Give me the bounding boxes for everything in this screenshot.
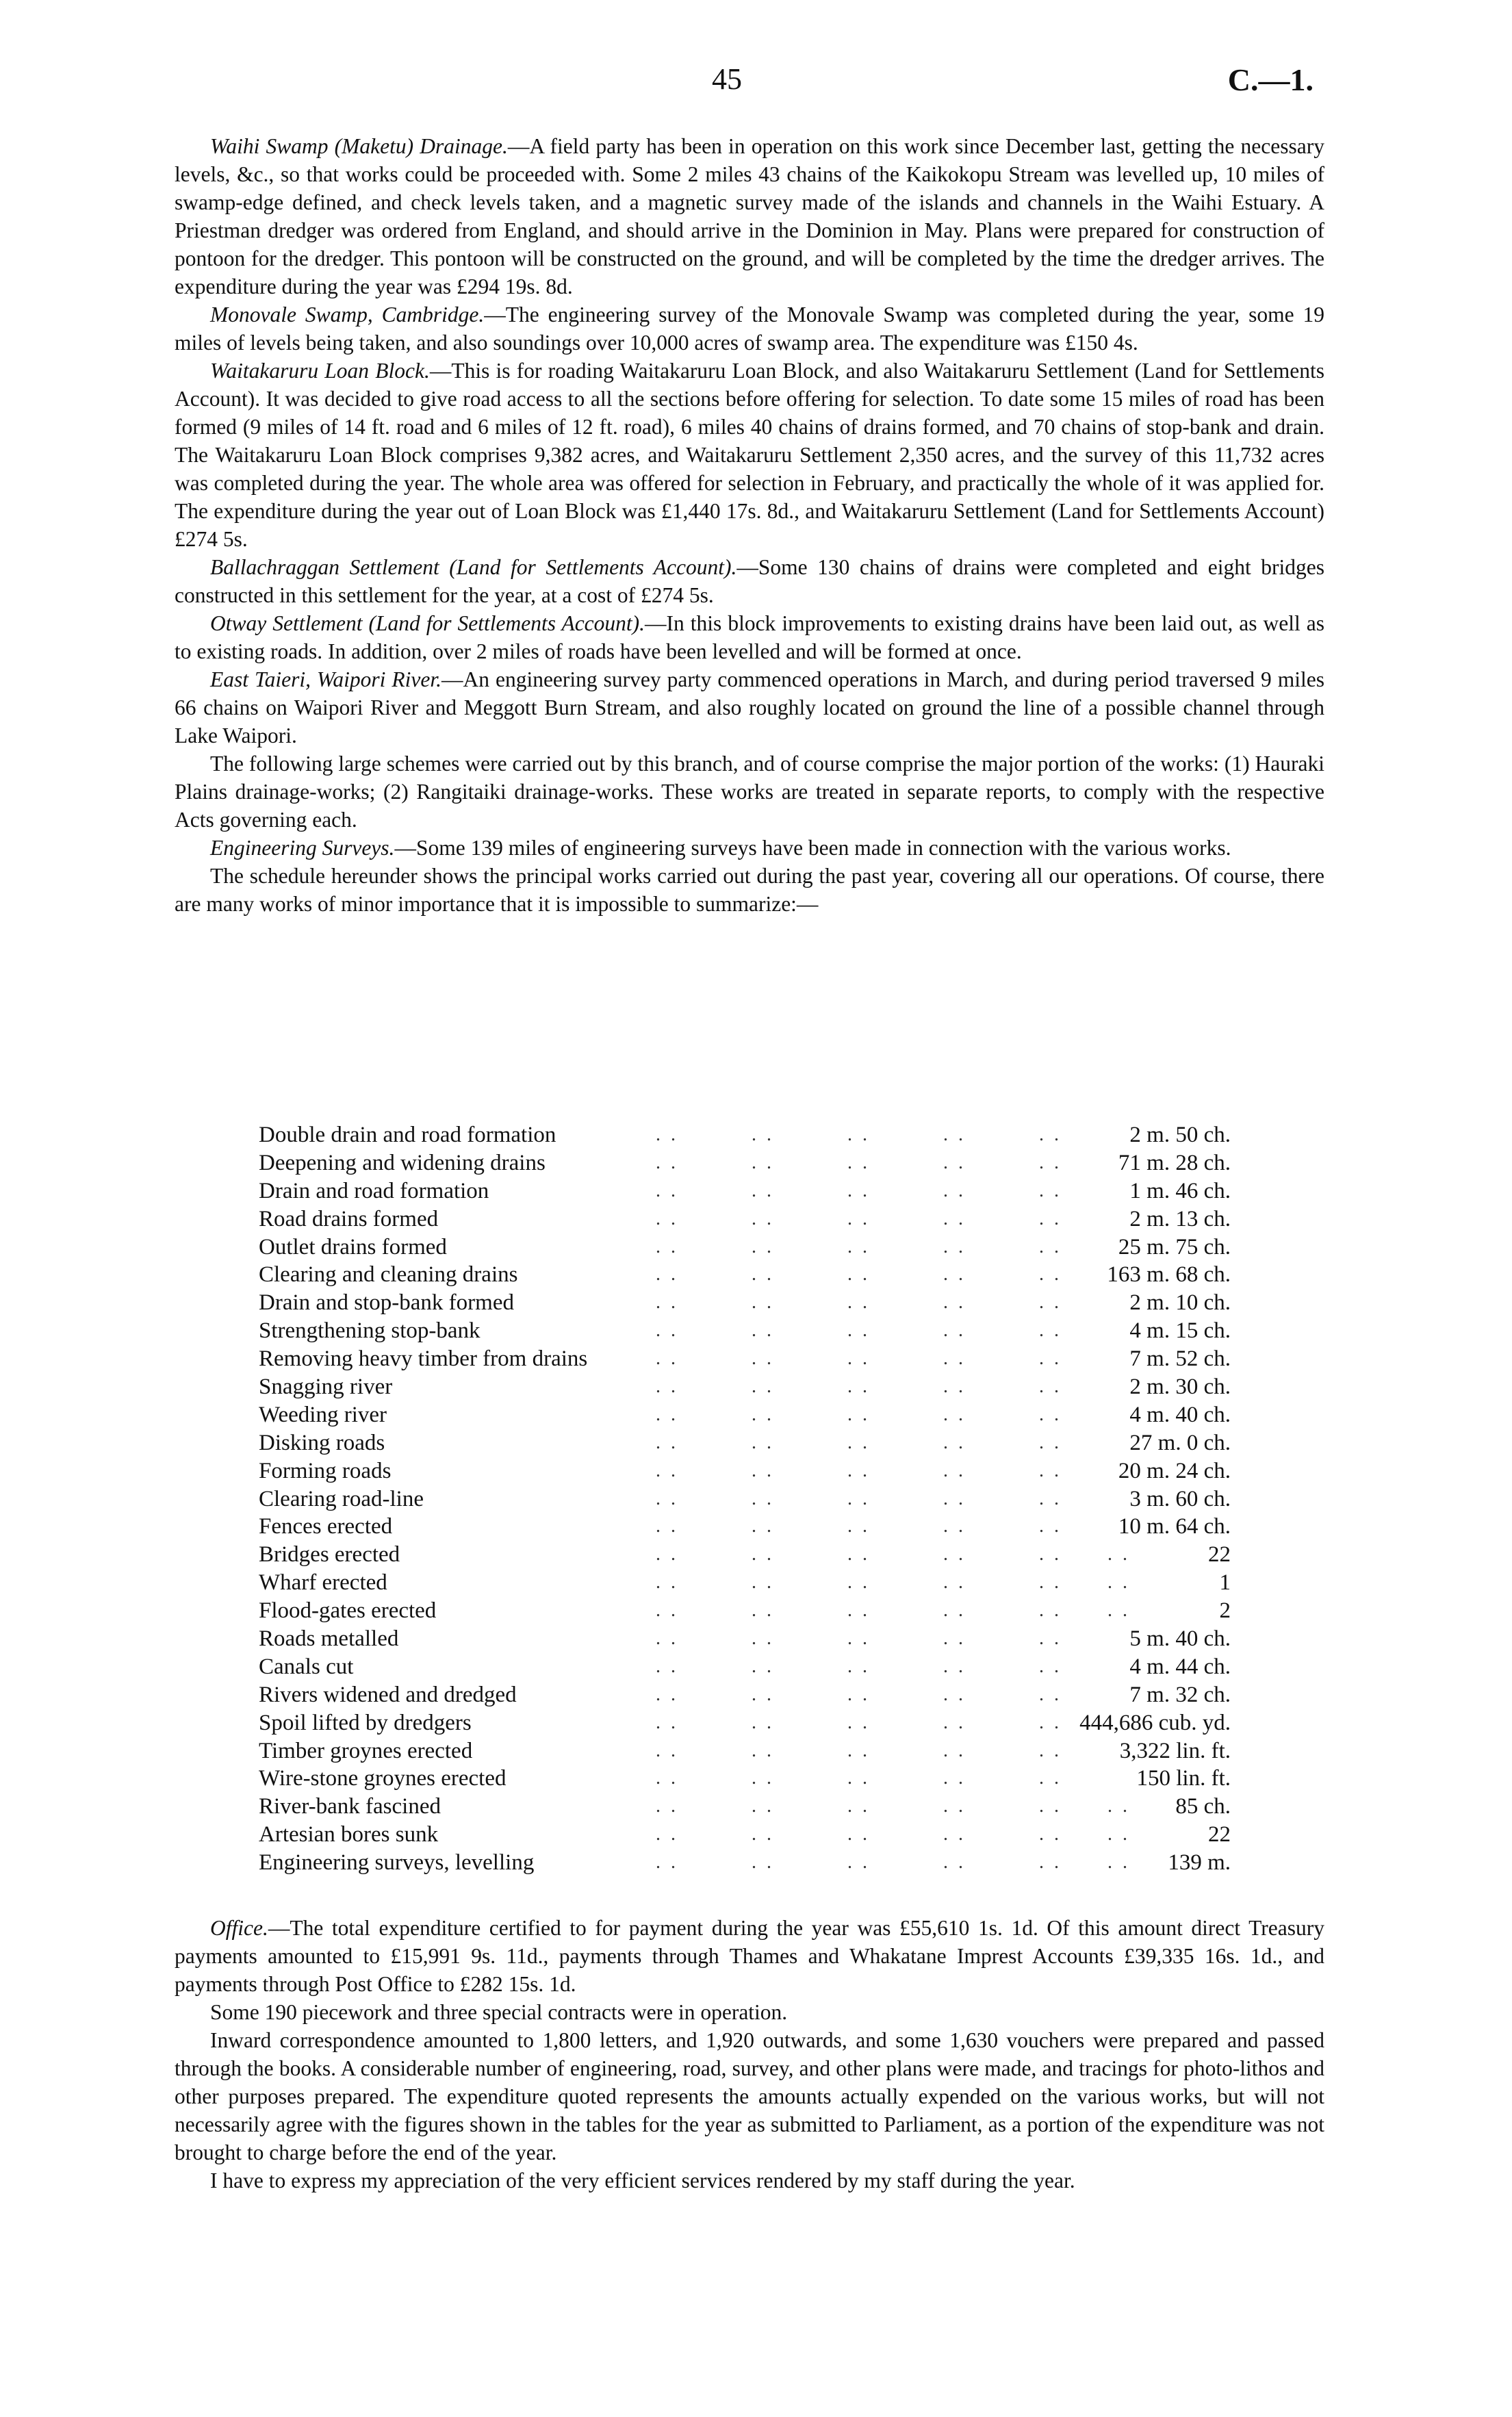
leader-dots: . . (943, 1600, 966, 1622)
schedule-row (259, 1597, 1231, 1625)
leader-dots: . . (847, 1376, 870, 1398)
schedule-item-label: Drain and road formation (259, 1178, 489, 1203)
leader-dots: . . (943, 1124, 966, 1145)
schedule-row (259, 1849, 1231, 1877)
schedule-item-value: 4 m. 40 ch. (1124, 1401, 1231, 1429)
schedule-row (259, 1681, 1231, 1709)
leader-dots: . . (943, 1376, 966, 1398)
leader-dots: . . (1107, 1544, 1130, 1565)
schedule-item-value: 139 m. (1162, 1849, 1231, 1877)
leader-dots: . . (1039, 1739, 1062, 1761)
schedule-row (259, 1429, 1231, 1457)
leader-dots: . . (847, 1544, 870, 1565)
paragraph-heading: Otway Settlement (Land for Settlements Account). (210, 611, 645, 635)
schedule-item-value: 27 m. 0 ch. (1124, 1429, 1231, 1457)
paragraph-correspondence (175, 2026, 1324, 2166)
schedule-row (259, 1513, 1231, 1541)
leader-dots: . . (752, 1320, 774, 1342)
schedule-item-label: Drain and stop-bank formed (259, 1290, 514, 1316)
leader-dots: . . (752, 1236, 774, 1257)
schedule-row (259, 1541, 1231, 1569)
leader-dots: . . (1107, 1852, 1130, 1874)
paragraph-text: Some 190 piecework and three special contracts were in operation. (210, 2000, 788, 2024)
leader-dots: . . (1039, 1516, 1062, 1537)
schedule-row (259, 1737, 1231, 1765)
leader-dots: . . (847, 1264, 870, 1286)
leader-dots: . . (943, 1824, 966, 1845)
schedule-item-value: 71 m. 28 ch. (1113, 1149, 1231, 1177)
leader-dots: . . (847, 1179, 870, 1201)
schedule-item-label: Deepening and widening drains (259, 1150, 546, 1175)
paragraph-ballachraggan-settlement (175, 553, 1324, 609)
schedule-item-value: 3 m. 60 ch. (1124, 1485, 1231, 1513)
leader-dots: . . (656, 1431, 678, 1453)
paragraph-text: —The total expenditure certified to for payment during the year was £55,610 1s. 1d. Of this amount direct Treasury payments amounted to £15,991 9s. 11d., payments through Thames and Whakatane Imprest Accounts £39,335 16s. 1d., and payments through Post Office to £282 15s. 1d. (175, 1916, 1324, 1996)
leader-dots: . . (847, 1236, 870, 1257)
leader-dots: . . (752, 1767, 774, 1789)
leader-dots: . . (1039, 1795, 1062, 1817)
leader-dots: . . (1039, 1628, 1062, 1650)
leader-dots: . . (1107, 1572, 1130, 1594)
leader-dots: . . (752, 1711, 774, 1733)
leader-dots: . . (752, 1348, 774, 1370)
leader-dots: . . (943, 1348, 966, 1370)
leader-dots: . . (656, 1124, 678, 1145)
leader-dots: . . (847, 1516, 870, 1537)
leader-dots: . . (656, 1320, 678, 1342)
page-header (0, 62, 1512, 110)
leader-dots: . . (1039, 1179, 1062, 1201)
leader-dots: . . (847, 1767, 870, 1789)
paragraph-heading: Waihi Swamp (Maketu) Drainage. (210, 134, 508, 158)
dot-leader (259, 1541, 1231, 1569)
report-body (175, 132, 1324, 918)
leader-dots: . . (752, 1487, 774, 1509)
leader-dots: . . (847, 1124, 870, 1145)
leader-dots: . . (752, 1431, 774, 1453)
leader-dots: . . (943, 1767, 966, 1789)
schedule-item-label: Engineering surveys, levelling (259, 1850, 535, 1876)
leader-dots: . . (1039, 1711, 1062, 1733)
leader-dots: . . (943, 1628, 966, 1650)
leader-dots: . . (752, 1292, 774, 1314)
leader-dots: . . (847, 1852, 870, 1874)
leader-dots: . . (847, 1348, 870, 1370)
paragraph-text: —This is for roading Waitakaruru Loan Block, and also Waitakaruru Settlement (Land for Settlements Account). It was decided to give road access to all the sections before offering for selection. To date some 15 miles of road has been formed (9 miles of 14 ft. road and 6 miles of 12 ft. road), 6 miles 40 chains of drains formed, and 70 chains of stop-bank and drain. The Waitakaruru Loan Block comprises 9,382 acres, and Waitakaruru Settlement 2,350 acres, and the survey of this 11,732 acres was completed during the year. The whole area was offered for selection in February, and practically the whole of it was applied for. The expenditure during the year out of Loan Block was £1,440 17s. 8d., and Waitakaruru Settlement (Land for Settlements Account) £274 5s. (175, 359, 1325, 551)
paragraph-text: —A field party has been in operation on this work since December last, getting the necessary levels, &c., so that works could be proceeded with. Some 2 miles 43 chains of the Kaikokopu Stream was levelled up, 10 miles of swamp-edge defined, and check levels taken, and a magnetic survey made of the islands and channels in the Waihi Estuary. A Priestman dredger was ordered from England, and should arrive in the Dominion in May. Plans were prepared for construction of pontoon for the dredger. This pontoon will be constructed on the ground, and will be completed by the time the dredger arrives. The expenditure during the year was £294 19s. 8d. (175, 134, 1324, 298)
leader-dots: . . (943, 1852, 966, 1874)
leader-dots: . . (847, 1711, 870, 1733)
leader-dots: . . (943, 1655, 966, 1677)
leader-dots: . . (847, 1795, 870, 1817)
leader-dots: . . (847, 1207, 870, 1229)
paragraph-contracts (175, 1998, 1324, 2026)
leader-dots: . . (1039, 1151, 1062, 1173)
leader-dots: . . (1039, 1683, 1062, 1705)
leader-dots: . . (1039, 1487, 1062, 1509)
leader-dots: . . (656, 1236, 678, 1257)
leader-dots: . . (943, 1795, 966, 1817)
leader-dots: . . (847, 1431, 870, 1453)
leader-dots: . . (1039, 1292, 1062, 1314)
leader-dots: . . (1039, 1431, 1062, 1453)
schedule-row (259, 1373, 1231, 1401)
schedule-row (259, 1149, 1231, 1177)
dot-leader (259, 1401, 1231, 1429)
schedule-row (259, 1345, 1231, 1373)
leader-dots: . . (752, 1376, 774, 1398)
schedule-item-label: Flood-gates erected (259, 1598, 437, 1624)
schedule-item-label: Double drain and road formation (259, 1123, 556, 1147)
leader-dots: . . (943, 1739, 966, 1761)
leader-dots: . . (656, 1151, 678, 1173)
paragraph-appreciation (175, 2166, 1324, 2195)
leader-dots: . . (656, 1824, 678, 1845)
leader-dots: . . (656, 1264, 678, 1286)
schedule-item-label: Rivers widened and dredged (259, 1682, 517, 1707)
leader-dots: . . (847, 1628, 870, 1650)
paragraph-east-taieri (175, 665, 1324, 750)
paragraph-text: —In this block improvements to existing drains have been laid out, as well as to existing roads. In addition, over 2 miles of roads have been levelled and will be formed at once. (175, 611, 1324, 663)
leader-dots: . . (656, 1376, 678, 1398)
leader-dots: . . (656, 1683, 678, 1705)
schedule-row (259, 1261, 1231, 1289)
leader-dots: . . (1039, 1459, 1062, 1481)
schedule-item-label: Snagging river (259, 1374, 393, 1400)
leader-dots: . . (847, 1824, 870, 1845)
leader-dots: . . (1039, 1852, 1062, 1874)
schedule-item-value: 25 m. 75 ch. (1113, 1233, 1231, 1262)
schedule-item-value: 3,322 lin. ft. (1114, 1737, 1231, 1765)
schedule-item-label: Bridges erected (259, 1542, 400, 1568)
schedule-row (259, 1625, 1231, 1653)
paragraph-waitakaruru-loan-block (175, 357, 1324, 553)
schedule-item-label: Roads metalled (259, 1626, 399, 1652)
paragraph-text: —Some 130 chains of drains were completed and eight bridges constructed in this settlement for the year, at a cost of £274 5s. (175, 555, 1324, 607)
leader-dots: . . (1039, 1264, 1062, 1286)
leader-dots: . . (752, 1572, 774, 1594)
schedule-item-value: 7 m. 32 ch. (1124, 1681, 1231, 1709)
leader-dots: . . (752, 1516, 774, 1537)
leader-dots: . . (752, 1207, 774, 1229)
leader-dots: . . (943, 1403, 966, 1425)
schedule-item-label: Spoil lifted by dredgers (259, 1710, 472, 1735)
leader-dots: . . (1039, 1403, 1062, 1425)
leader-dots: . . (1039, 1124, 1062, 1145)
leader-dots: . . (847, 1683, 870, 1705)
paragraph-text: The schedule hereunder shows the principal works carried out during the past year, covering all our operations. Of course, there are many works of minor importance that it is impossible to summarize:— (175, 864, 1324, 916)
leader-dots: . . (1039, 1376, 1062, 1398)
leader-dots: . . (656, 1572, 678, 1594)
leader-dots: . . (656, 1403, 678, 1425)
leader-dots: . . (943, 1711, 966, 1733)
leader-dots: . . (943, 1151, 966, 1173)
leader-dots: . . (752, 1459, 774, 1481)
leader-dots: . . (752, 1852, 774, 1874)
leader-dots: . . (943, 1264, 966, 1286)
leader-dots: . . (847, 1403, 870, 1425)
schedule-row (259, 1765, 1231, 1793)
paragraph-heading: Office. (210, 1916, 268, 1940)
paragraph-otway-settlement (175, 609, 1324, 665)
schedule-item-value: 4 m. 15 ch. (1124, 1317, 1231, 1345)
schedule-item-label: Road drains formed (259, 1206, 439, 1231)
schedule-row (259, 1233, 1231, 1262)
leader-dots: . . (752, 1628, 774, 1650)
schedule-item-value: 5 m. 40 ch. (1124, 1625, 1231, 1653)
paragraph-engineering-surveys (175, 834, 1324, 862)
paragraph-text: I have to express my appreciation of the very efficient services rendered by my staff during the year. (210, 2169, 1075, 2192)
schedule-item-value: 2 m. 50 ch. (1124, 1121, 1231, 1149)
paragraph-monovale-swamp (175, 300, 1324, 357)
schedule-item-value: 2 m. 30 ch. (1124, 1373, 1231, 1401)
leader-dots: . . (656, 1739, 678, 1761)
leader-dots: . . (1107, 1795, 1130, 1817)
leader-dots: . . (1039, 1348, 1062, 1370)
leader-dots: . . (656, 1795, 678, 1817)
schedule-item-label: Clearing road-line (259, 1486, 424, 1511)
schedule-item-value: 2 m. 10 ch. (1124, 1289, 1231, 1317)
schedule-row (259, 1569, 1231, 1597)
schedule-row (259, 1289, 1231, 1317)
leader-dots: . . (656, 1544, 678, 1565)
schedule-item-value: 150 lin. ft. (1131, 1765, 1231, 1793)
leader-dots: . . (752, 1179, 774, 1201)
page-number: 45 (712, 62, 742, 96)
dot-leader (259, 1373, 1231, 1401)
leader-dots: . . (847, 1487, 870, 1509)
leader-dots: . . (943, 1179, 966, 1201)
leader-dots: . . (847, 1572, 870, 1594)
schedule-item-value: 2 m. 13 ch. (1124, 1205, 1231, 1233)
paragraph-office (175, 1914, 1324, 1998)
leader-dots: . . (847, 1459, 870, 1481)
schedule-row (259, 1177, 1231, 1205)
schedule-item-value: 4 m. 44 ch. (1124, 1653, 1231, 1681)
schedule-row (259, 1653, 1231, 1681)
paragraph-heading: East Taieri, Waipori River. (210, 667, 441, 691)
leader-dots: . . (656, 1348, 678, 1370)
leader-dots: . . (1039, 1207, 1062, 1229)
schedule-item-value: 10 m. 64 ch. (1113, 1513, 1231, 1541)
leader-dots: . . (752, 1544, 774, 1565)
schedule-row (259, 1793, 1231, 1821)
leader-dots: . . (847, 1600, 870, 1622)
leader-dots: . . (847, 1739, 870, 1761)
dot-leader (259, 1569, 1231, 1597)
paragraph-schedule-intro (175, 862, 1324, 918)
leader-dots: . . (943, 1207, 966, 1229)
schedule-row (259, 1457, 1231, 1485)
schedule-item-value: 22 (1203, 1821, 1231, 1849)
leader-dots: . . (656, 1487, 678, 1509)
schedule-item-label: Canals cut (259, 1654, 354, 1679)
schedule-item-label: Outlet drains formed (259, 1234, 447, 1259)
leader-dots: . . (656, 1711, 678, 1733)
schedule-item-value: 444,686 cub. yd. (1074, 1709, 1231, 1737)
leader-dots: . . (1039, 1320, 1062, 1342)
schedule-item-label: Strengthening stop-bank (259, 1318, 480, 1344)
leader-dots: . . (752, 1600, 774, 1622)
schedule-item-label: Wharf erected (259, 1570, 387, 1596)
leader-dots: . . (752, 1824, 774, 1845)
office-report (175, 1914, 1324, 2195)
leader-dots: . . (656, 1207, 678, 1229)
leader-dots: . . (943, 1236, 966, 1257)
schedule-item-value: 1 m. 46 ch. (1124, 1177, 1231, 1205)
leader-dots: . . (752, 1655, 774, 1677)
leader-dots: . . (656, 1655, 678, 1677)
leader-dots: . . (656, 1852, 678, 1874)
paragraph-heading: Monovale Swamp, Cambridge. (210, 303, 485, 327)
leader-dots: . . (847, 1320, 870, 1342)
leader-dots: . . (943, 1572, 966, 1594)
leader-dots: . . (1039, 1767, 1062, 1789)
paragraph-text: Inward correspondence amounted to 1,800 letters, and 1,920 outwards, and some 1,630 vouchers were prepared and passed through the books. A considerable number of engineering, road, survey, and other plans were made, and tracings for photo-lithos and other purposes prepared. The expenditure quoted represents the amounts actually expended on the various works, but will not necessarily agree with the figures shown in the tables for the year as submitted to Parliament, as a portion of the expenditure was not brought to charge before the end of the year. (175, 2028, 1324, 2164)
schedule-row (259, 1317, 1231, 1345)
schedule-item-value: 1 (1214, 1569, 1231, 1597)
paragraph-text: —Some 139 miles of engineering surveys have been made in connection with the various works. (394, 836, 1231, 860)
schedule-item-label: Weeding river (259, 1402, 387, 1427)
leader-dots: . . (656, 1600, 678, 1622)
leader-dots: . . (943, 1292, 966, 1314)
leader-dots: . . (656, 1516, 678, 1537)
leader-dots: . . (752, 1739, 774, 1761)
schedule-row (259, 1821, 1231, 1849)
leader-dots: . . (847, 1655, 870, 1677)
paragraph-large-schemes (175, 750, 1324, 834)
schedule-item-value: 22 (1203, 1541, 1231, 1569)
paragraph-heading: Engineering Surveys. (210, 836, 395, 860)
leader-dots: . . (943, 1459, 966, 1481)
leader-dots: . . (943, 1320, 966, 1342)
schedule-item-label: River-bank fascined (259, 1794, 441, 1819)
paragraph-heading: Waitakaruru Loan Block. (210, 359, 430, 383)
leader-dots: . . (847, 1292, 870, 1314)
leader-dots: . . (752, 1403, 774, 1425)
leader-dots: . . (656, 1179, 678, 1201)
dot-leader (259, 1625, 1231, 1653)
schedule-item-value: 20 m. 24 ch. (1113, 1457, 1231, 1485)
schedule-item-label: Timber groynes erected (259, 1738, 473, 1763)
paragraph-text: The following large schemes were carried out by this branch, and of course comprise the major portion of the works: (1) Hauraki Plains drainage-works; (2) Rangitaiki drainage-works. These works are treated in separate reports, to comply with the respective Acts governing each. (175, 752, 1324, 832)
leader-dots: . . (656, 1767, 678, 1789)
document-reference: C.—1. (1227, 62, 1314, 97)
dot-leader (259, 1429, 1231, 1457)
leader-dots: . . (1039, 1600, 1062, 1622)
leader-dots: . . (656, 1628, 678, 1650)
schedule-item-value: 2 (1214, 1597, 1231, 1625)
leader-dots: . . (1039, 1544, 1062, 1565)
schedule-item-label: Artesian bores sunk (259, 1822, 439, 1847)
dot-leader (259, 1457, 1231, 1485)
leader-dots: . . (1039, 1236, 1062, 1257)
leader-dots: . . (1039, 1655, 1062, 1677)
schedule-row (259, 1709, 1231, 1737)
leader-dots: . . (847, 1151, 870, 1173)
schedule-row (259, 1205, 1231, 1233)
leader-dots: . . (943, 1431, 966, 1453)
schedule-row (259, 1485, 1231, 1513)
leader-dots: . . (752, 1795, 774, 1817)
paragraph-text: —An engineering survey party commenced operations in March, and during period traversed 9 miles 66 chains on Waipori River and Meggott Burn Stream, and also roughly located on ground the line of a possible channel through Lake Waipori. (175, 667, 1324, 747)
dot-leader (259, 1653, 1231, 1681)
schedule-item-label: Removing heavy timber from drains (259, 1346, 588, 1372)
paragraph-waihi-swamp (175, 132, 1324, 300)
leader-dots: . . (752, 1151, 774, 1173)
schedule-item-value: 85 ch. (1170, 1793, 1231, 1821)
leader-dots: . . (943, 1516, 966, 1537)
schedule-item-label: Fences erected (259, 1514, 393, 1539)
leader-dots: . . (752, 1683, 774, 1705)
paragraph-heading: Ballachraggan Settlement (Land for Settlements Account). (210, 555, 737, 579)
schedule-item-label: Disking roads (259, 1430, 385, 1455)
leader-dots: . . (943, 1544, 966, 1565)
schedule-item-value: 163 m. 68 ch. (1101, 1261, 1231, 1289)
schedule-item-value: 7 m. 52 ch. (1124, 1345, 1231, 1373)
leader-dots: . . (752, 1264, 774, 1286)
schedule-row (259, 1401, 1231, 1429)
leader-dots: . . (1039, 1824, 1062, 1845)
leader-dots: . . (656, 1459, 678, 1481)
schedule-item-label: Wire-stone groynes erected (259, 1766, 507, 1791)
leader-dots: . . (752, 1124, 774, 1145)
leader-dots: . . (1107, 1824, 1130, 1845)
schedule-item-label: Clearing and cleaning drains (259, 1262, 518, 1288)
works-schedule (259, 1121, 1231, 1877)
leader-dots: . . (943, 1487, 966, 1509)
schedule-item-label: Forming roads (259, 1458, 392, 1483)
leader-dots: . . (943, 1683, 966, 1705)
leader-dots: . . (1107, 1600, 1130, 1622)
leader-dots: . . (1039, 1572, 1062, 1594)
schedule-row (259, 1121, 1231, 1149)
dot-leader (259, 1513, 1231, 1541)
leader-dots: . . (656, 1292, 678, 1314)
paragraph-text: —The engineering survey of the Monovale Swamp was completed during the year, some 19 miles of levels being taken, and also soundings over 10,000 acres of swamp area. The expenditure was £150 4s. (175, 303, 1324, 355)
